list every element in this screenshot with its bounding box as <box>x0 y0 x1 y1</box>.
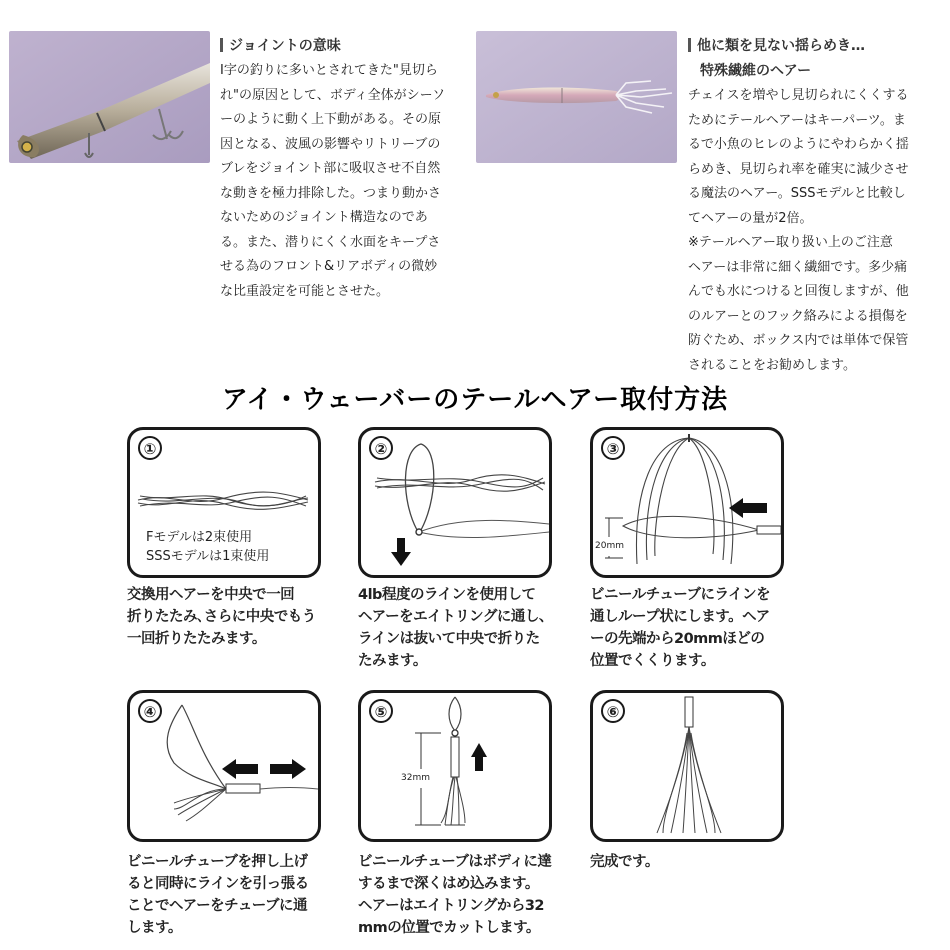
text-line: ると同時にラインを引っ張る <box>127 876 309 892</box>
step-3-text <box>590 584 790 672</box>
text-line: な動きを極力排除した。つまり動かさ <box>220 185 442 201</box>
hair-bundle-icon <box>375 475 545 491</box>
text-line: 4lb程度のラインを使用して <box>358 587 536 603</box>
hair-bundle-icon <box>138 492 308 509</box>
page-title: アイ・ウェーバーのテールヘアー取付方法 <box>221 385 729 415</box>
text-line: ラインは抜いて中央で折りた <box>358 631 540 647</box>
lure-photo-tail-hair <box>476 31 677 163</box>
text-line: ことでヘアーをチューブに通 <box>127 898 307 914</box>
text-line: mmの位置でカットします。 <box>358 920 540 936</box>
hair-section-title: 他に類を見ない揺らめき… <box>688 35 865 57</box>
step-5-diagram <box>358 690 552 842</box>
eight-ring-icon <box>416 529 422 535</box>
text-line: 完成です。 <box>590 854 659 870</box>
step-number: ④ <box>138 699 162 723</box>
text-line: る。また、潜りにくく水面をキープさ <box>220 234 441 250</box>
step-4-text <box>127 851 327 939</box>
text-line: されることをお勧めします。 <box>688 357 856 373</box>
text-line: チェイスを増やし見切られにくくする <box>688 88 909 103</box>
text-line: せる為のフロント&リアボディの微妙 <box>220 259 438 274</box>
joint-section-title: ジョイントの意味 <box>220 35 341 57</box>
step-6-text <box>590 851 790 873</box>
text-line: 通しループ状にします。ヘア <box>590 609 770 625</box>
joint-section-body <box>220 59 470 304</box>
text-line: ーのように動く上下動がある。その原 <box>220 112 442 127</box>
arrow-left-icon <box>729 498 767 518</box>
text-line: ーの先端から20mmほどの <box>590 631 765 647</box>
text-line: ためにテールヘアーはキーパーツ。ま <box>688 112 906 128</box>
text-line: れ"の原因として、ボディ全体がシーソ <box>220 87 446 103</box>
text-line: 交換用ヘアーを中央で一回 <box>127 587 295 603</box>
step-2-diagram <box>358 427 552 578</box>
text-line: ヘアーは非常に細く繊細です。多少痛 <box>688 259 908 275</box>
step-2-text <box>358 584 558 672</box>
text-line: 一回折りたたみます。 <box>127 631 266 647</box>
hair-bundle-icon <box>441 777 465 825</box>
step-number: ① <box>138 436 162 460</box>
sss-model-label: SSSモデルは1束使用 <box>146 549 270 564</box>
text-line: ヘアーはエイトリングから32 <box>358 898 545 914</box>
text-line: 位置でくくります。 <box>590 653 715 669</box>
f-model-label: Fモデルは2束使用 <box>146 530 253 545</box>
vinyl-tube-icon <box>685 697 693 727</box>
step-number: ③ <box>601 436 625 460</box>
text-line: んでも水につけると回復しますが、他 <box>688 284 909 299</box>
arrow-down-icon <box>391 538 411 566</box>
text-line: のルアーとのフック絡みによる損傷を <box>688 308 908 324</box>
title-bar-icon <box>220 38 223 52</box>
line-loop-icon <box>623 516 759 537</box>
text-line: 折りたたみ､さらに中央でもう <box>127 609 316 625</box>
eight-ring-icon <box>452 730 458 736</box>
text-line: ないためのジョイント構造なのであ <box>220 210 428 225</box>
arrow-left-icon <box>222 759 258 779</box>
line-loop-icon <box>405 444 433 530</box>
step-number: ⑥ <box>601 699 625 723</box>
text-line: ブレをジョイント部に吸収させ不自然 <box>220 161 441 176</box>
vinyl-tube-icon <box>451 737 459 777</box>
measure-20mm: 20mm <box>595 537 624 556</box>
text-line: てヘアーの量が2倍。 <box>688 210 813 226</box>
text-line: る魔法のヘアー。SSSモデルと比較し <box>688 186 906 201</box>
hair-section-body <box>688 84 938 378</box>
hair-section-subtitle: 特殊繊維のヘアー <box>700 63 812 79</box>
text-line: ※テールヘアー取り扱い上のご注意 <box>688 235 893 250</box>
finished-tail-hair-icon <box>657 727 721 833</box>
text-line: ビニールチューブにラインを <box>590 587 771 603</box>
text-line: I字の釣りに多いとされてきた"見切ら <box>220 63 438 78</box>
step-number: ⑤ <box>369 699 393 723</box>
step-3-diagram <box>590 427 784 578</box>
text-line: 防ぐため、ボックス内では単体で保管 <box>688 333 909 348</box>
step-1-text <box>127 584 327 650</box>
text-line: 因となる、波風の影響やリトリーブの <box>220 136 441 152</box>
step-number: ② <box>369 436 393 460</box>
measure-32mm: 32mm <box>401 769 430 788</box>
text-line: します。 <box>127 920 182 936</box>
text-line: るで小魚のヒレのようにやわらかく揺 <box>688 137 909 152</box>
text-line: な比重設定を可能とさせた。 <box>220 283 390 299</box>
hair-bundle-icon <box>174 789 226 821</box>
step-5-text <box>358 851 558 939</box>
arrow-up-icon <box>471 743 487 771</box>
text-line: ヘアーをエイトリングに通し、 <box>358 609 553 625</box>
text-line: ビニールチューブはボディに達 <box>358 854 552 870</box>
step-6-diagram <box>590 690 784 842</box>
step-4-diagram <box>127 690 321 842</box>
arrow-right-icon <box>270 759 306 779</box>
text-line: らめき、見切られ率を確実に減少させ <box>688 161 909 177</box>
title-bar-icon <box>688 38 691 52</box>
folded-hair-icon <box>636 438 732 564</box>
text-line: ビニールチューブを押し上げ <box>127 854 308 870</box>
vinyl-tube-icon <box>757 526 781 534</box>
lure-photo-joint <box>9 31 210 163</box>
vinyl-tube-icon <box>226 784 260 793</box>
step-1-diagram <box>127 427 321 578</box>
text-line: するまで深くはめ込みます。 <box>358 876 539 892</box>
text-line: たみます。 <box>358 653 427 669</box>
